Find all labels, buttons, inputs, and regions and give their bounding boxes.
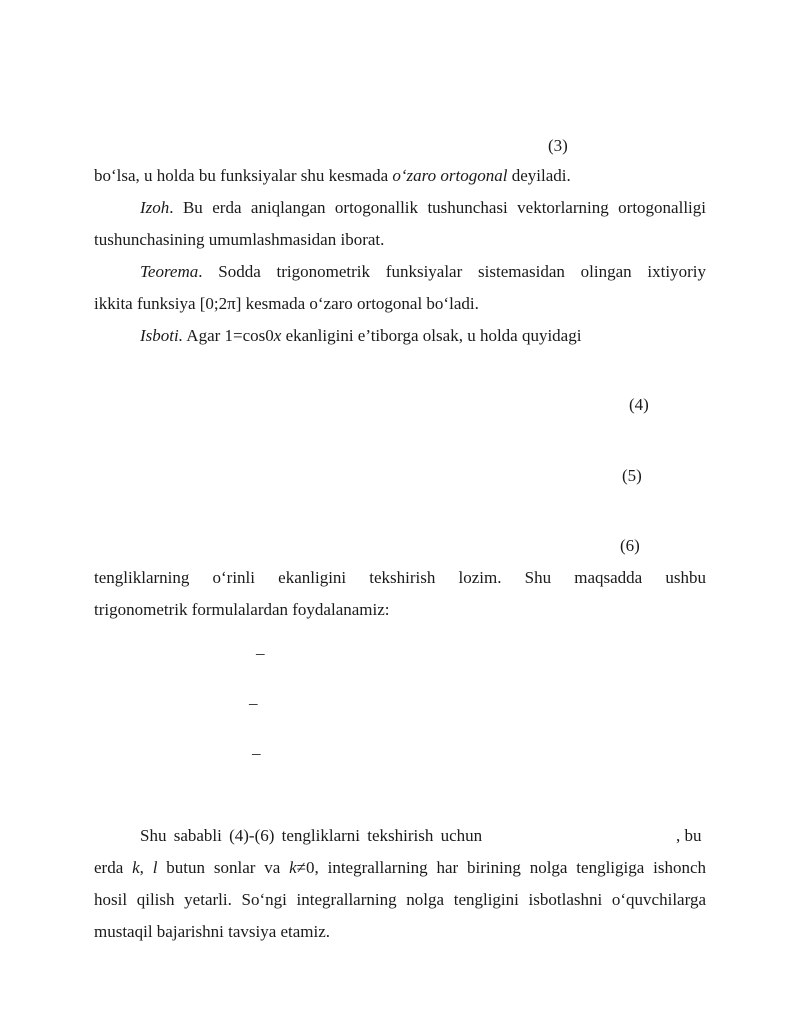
tengliklar-line-2: trigonometrik formulalardan foydalanamiz: bbox=[94, 600, 390, 619]
equation-number-3: (3) bbox=[548, 136, 568, 155]
teorema-line-1: Teorema. Sodda trigonometrik funksiyalar sistemasidan olingan ixtiyoriy bbox=[140, 262, 706, 281]
equation-number-5: (5) bbox=[622, 466, 642, 485]
shu-line-2: erda k, l butun sonlar va k≠0, integrallarning har birining nolga tengligiga ishonch bbox=[94, 858, 707, 877]
formula-fraction-bar-1: _ bbox=[256, 638, 265, 657]
equation-number-6: (6) bbox=[620, 536, 640, 555]
shu-line-3: hosil qilish yetarli. So‘ngi integrallarning nolga tengligini isbotlashni o‘quvchilarga bbox=[94, 890, 706, 909]
izoh-line-2: tushunchasining umumlashmasidan iborat. bbox=[94, 230, 385, 249]
formula-fraction-bar-3: _ bbox=[252, 738, 261, 757]
formula-fraction-bar-2: _ bbox=[249, 688, 258, 707]
tengliklar-line-1: tengliklarning o‘rinli ekanligini tekshirish lozim. Shu maqsadda ushbu bbox=[94, 568, 706, 587]
izoh-line-1: Izoh. Bu erda aniqlangan ortogonallik tushunchasi vektorlarning ortogonalligi bbox=[140, 198, 706, 217]
equation-number-4: (4) bbox=[629, 395, 649, 414]
shu-line-4: mustaqil bajarishni tavsiya etamiz. bbox=[94, 922, 331, 941]
shu-line-1: Shu sababli (4)-(6) tengliklarni tekshirish uchun bbox=[140, 826, 483, 845]
teorema-line-2: ikkita funksiya [0;2π] kesmada o‘zaro ortogonal bo‘ladi. bbox=[94, 294, 479, 313]
shu-line-1-end: , bu bbox=[676, 826, 702, 845]
isboti-line: Isboti. Agar 1=cos0x ekanligini e’tiborga olsak, u holda quyidagi bbox=[140, 326, 582, 345]
paragraph-ortogonal-definition: bo‘lsa, u holda bu funksiyalar shu kesmada o‘zaro ortogonal deyiladi. bbox=[94, 166, 571, 185]
